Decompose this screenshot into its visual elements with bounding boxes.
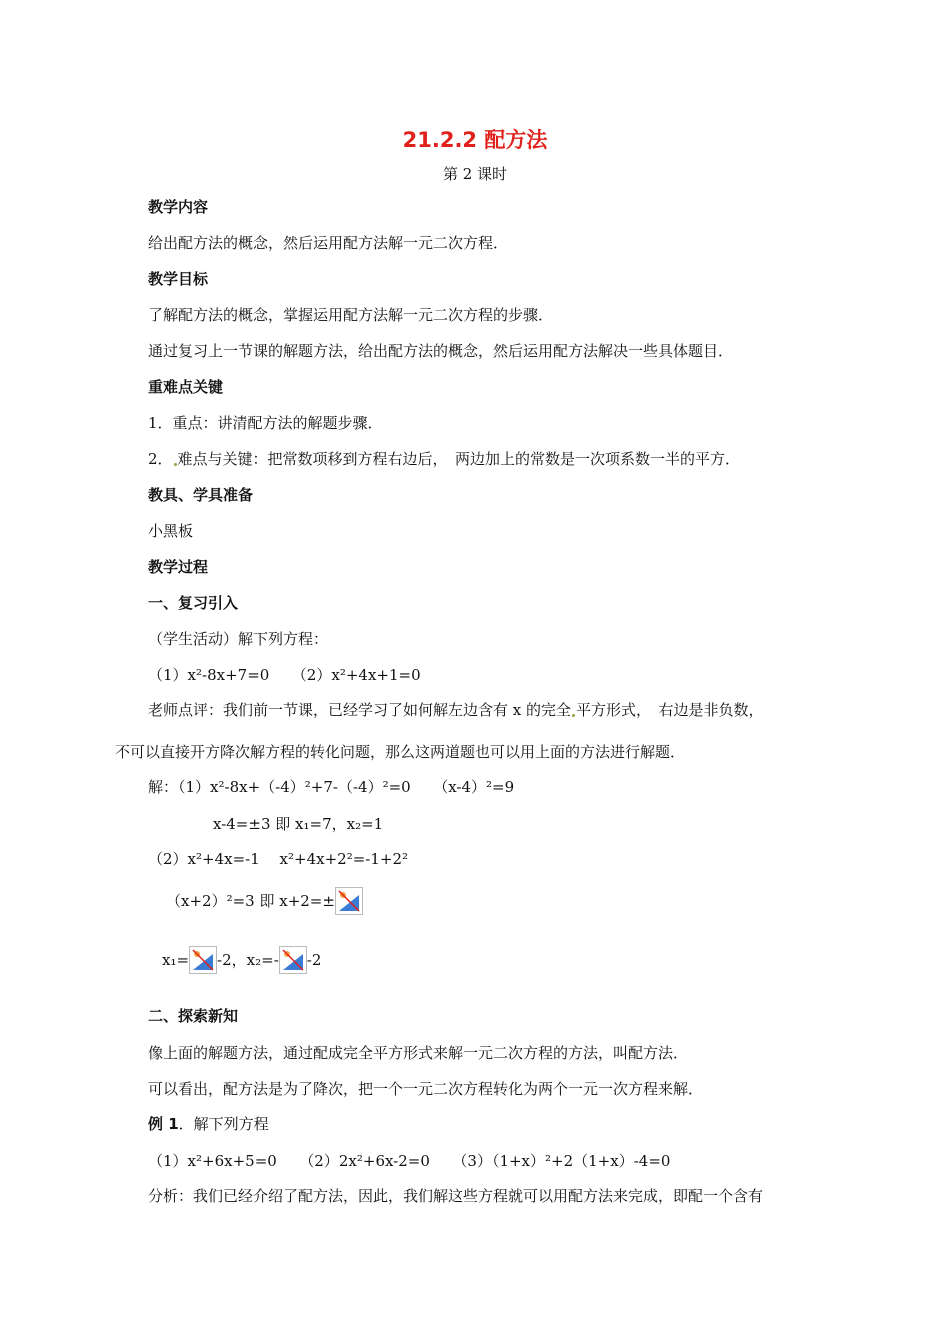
teacher-comment-line1: 老师点评：我们前一节课，已经学习了如何解左边含有 x 的完全 平方形式， 右边是非负数， bbox=[148, 701, 764, 719]
keypoint-2: 2． 难点与关键：把常数项移到方程右边后， 两边加上的常数是一次项系数一半的平方． bbox=[148, 450, 741, 468]
solution-line-5: x₁= -2，x₂=- -2 bbox=[162, 946, 321, 974]
content-text: 给出配方法的概念，然后运用配方法解一元二次方程． bbox=[148, 234, 509, 252]
broken-image-icon bbox=[279, 946, 307, 974]
stray-dot-icon bbox=[572, 714, 575, 717]
review-equations: （1）x²-8x+7=0 （2）x²+4x+1=0 bbox=[148, 666, 421, 684]
broken-image-icon bbox=[335, 887, 363, 915]
lesson-subtitle: 第 2 课时 bbox=[442, 165, 508, 183]
heading-content: 教学内容 bbox=[148, 198, 209, 216]
example-equations: （1）x²+6x+5=0 （2）2x²+6x-2=0 （3）（1+x）²+2（1+x）-4=0 bbox=[148, 1152, 671, 1170]
stray-dot-icon bbox=[174, 463, 177, 466]
heading-goals: 教学目标 bbox=[148, 270, 209, 288]
broken-image-icon bbox=[189, 946, 217, 974]
example-1: 例 1．解下列方程 bbox=[148, 1115, 269, 1133]
solution-line-1: 解：（1）x²-8x+（-4）²+7-（-4）²=0 （x-4）²=9 bbox=[148, 778, 515, 796]
review-activity: （学生活动）解下列方程： bbox=[148, 630, 329, 648]
materials-text: 小黑板 bbox=[148, 522, 194, 540]
goal-text-1: 了解配方法的概念，掌握运用配方法解一元二次方程的步骤． bbox=[148, 306, 554, 324]
solution-line-2: x-4=±3 即 x₁=7，x₂=1 bbox=[213, 815, 384, 833]
heading-keypoints: 重难点关键 bbox=[148, 378, 224, 396]
page-title: 21.2.2 配方法 bbox=[402, 128, 548, 152]
solution-line-3: （2）x²+4x=-1 x²+4x+2²=-1+2² bbox=[148, 850, 409, 868]
explore-text-2: 可以看出，配方法是为了降次，把一个一元二次方程转化为两个一元一次方程来解． bbox=[148, 1080, 704, 1098]
goal-text-2: 通过复习上一节课的解题方法，给出配方法的概念，然后运用配方法解决一些具体题目． bbox=[148, 342, 734, 360]
heading-explore: 二、探索新知 bbox=[148, 1007, 239, 1025]
heading-review: 一、复习引入 bbox=[148, 594, 239, 612]
analysis-text: 分析：我们已经介绍了配方法，因此，我们解这些方程就可以用配方法来完成，即配一个含有 bbox=[148, 1187, 764, 1205]
keypoint-1: 1．重点：讲清配方法的解题步骤． bbox=[148, 414, 383, 432]
heading-materials: 教具、学具准备 bbox=[148, 486, 254, 504]
teacher-comment-line2: 不可以直接开方降次解方程的转化问题，那么这两道题也可以用上面的方法进行解题． bbox=[115, 743, 686, 761]
explore-text-1: 像上面的解题方法，通过配成完全平方形式来解一元二次方程的方法，叫配方法． bbox=[148, 1044, 689, 1062]
heading-process: 教学过程 bbox=[148, 558, 209, 576]
solution-line-4: （x+2）²=3 即 x+2=± bbox=[166, 887, 363, 915]
